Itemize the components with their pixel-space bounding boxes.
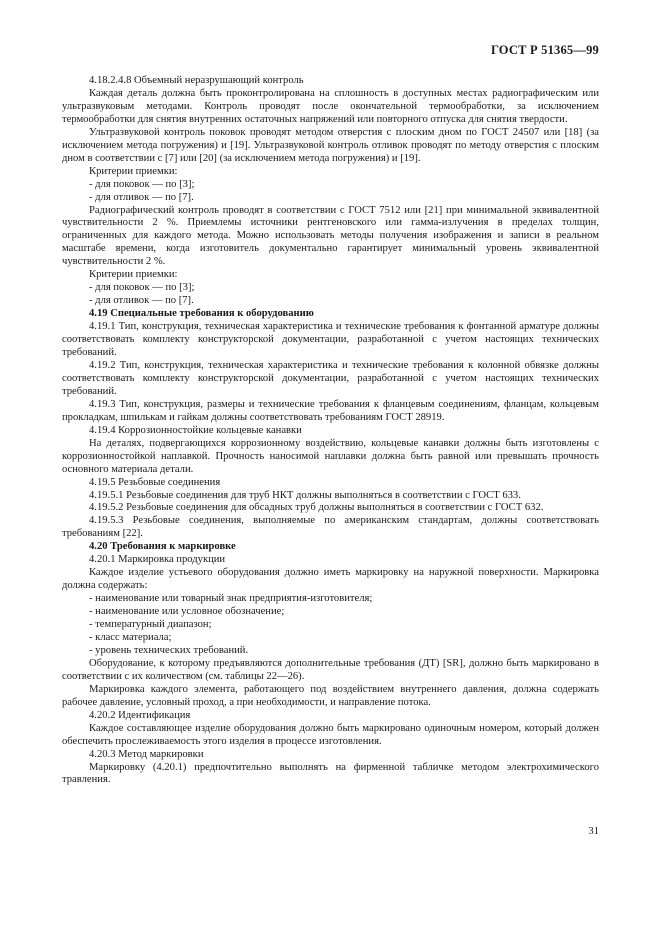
paragraph: Оборудование, к которому предъявляются дополнительные требования (ДТ) [SR], должно быть маркировано в соответствии с их количеством (см. таблицы 22—26). — [62, 657, 599, 682]
section-heading-4-19: 4.19 Специальные требования к оборудованию — [89, 308, 314, 320]
page-number: 31 — [588, 826, 599, 837]
section-heading-4-20: 4.20 Требования к маркировке — [89, 541, 236, 553]
subsection-heading: 4.20.1 Маркировка продукции — [89, 554, 226, 566]
subsection-heading: 4.20.2 Идентификация — [89, 709, 191, 721]
paragraph: Маркировка каждого элемента, работающего под воздействием внутреннего давления, должна содержать рабочее давление, условный проход, а при необходимости, и направление потока. — [62, 683, 599, 708]
paragraph: Каждое изделие устьевого оборудования должно иметь маркировку на наружной поверхности. Маркировка должна содержать: — [62, 567, 599, 592]
list-item: - уровень технических требований. — [89, 644, 249, 656]
list-item: - класс материала; — [89, 631, 172, 643]
paragraph: Критерии приемки: — [89, 165, 178, 177]
paragraph: 4.19.5.2 Резьбовые соединения для обсадных труб должны выполняться в соответствии с ГОСТ 632. — [89, 502, 544, 514]
paragraph: 4.19.5.1 Резьбовые соединения для труб НКТ должны выполняться в соответствии с ГОСТ 633. — [89, 489, 521, 501]
paragraph: На деталях, подвергающихся коррозионному воздействию, кольцевые канавки должны быть изготовлены с коррозионностойкой наплавкой. Прочность наносимой наплавки должна быть равной или превышать прочность основного материала детали. — [62, 437, 599, 475]
paragraph-4-18-2-4-8-heading: 4.18.2.4.8 Объемный неразрушающий контроль — [89, 75, 304, 86]
paragraph: 4.19.5.3 Резьбовые соединения, выполняемые по американским стандартам, должны соответствовать требованиям [22]. — [62, 515, 599, 540]
list-item: - наименование или условное обозначение; — [89, 606, 285, 618]
subsection-heading: 4.19.5 Резьбовые соединения — [89, 476, 221, 488]
list-item: - температурный диапазон; — [89, 619, 212, 631]
document-body — [62, 75, 599, 787]
list-item: - для поковок — по [3]; — [89, 282, 195, 294]
paragraph: Маркировку (4.20.1) предпочтительно выполнять на фирменной табличке методом электрохимического травления. — [62, 761, 599, 786]
paragraph: 4.19.2 Тип, конструкция, техническая характеристика и технические требования к колонной обвязке должны соответствовать комплекту конструкторской документации, разработанной с учетом настоящих технических требований. — [62, 359, 599, 397]
paragraph: 4.19.1 Тип, конструкция, техническая характеристика и технические требования к фонтанной арматуре должны соответствовать комплекту конструкторской документации, разработанной с учетом настоящих технических требований. — [62, 321, 599, 359]
document-header: ГОСТ Р 51365—99 — [490, 43, 599, 57]
paragraph: Ультразвуковой контроль поковок проводят методом отверстия с плоским дном по ГОСТ 24507 или [18] (за исключением метода погружения) и [19]. Ультразвуковой контроль отливок проводят по методу отверстия с плоским дном в соответствии с [7] или [20] (за исключением метода погружения) и [19]. — [62, 126, 599, 164]
list-item: - для отливок — по [7]. — [89, 191, 194, 203]
paragraph: 4.19.3 Тип, конструкция, размеры и технические требования к фланцевым соединениям, фланцам, кольцевым прокладкам, шпилькам и гайкам должны соответствовать требованиям ГОСТ 28919. — [62, 398, 599, 423]
list-item: - для поковок — по [3]; — [89, 178, 195, 190]
paragraph: Каждая деталь должна быть проконтролирована на сплошность в доступных местах радиографическим или ультразвуковым методами. Контроль проводят после окончательной термообработки, за исключением термообработки для снятия внутренних остаточных напряжений или повторного отпуска для снятия твердости. — [62, 87, 599, 125]
paragraph: Радиографический контроль проводят в соответствии с ГОСТ 7512 или [21] при минимальной эквивалентной чувствительности 2 %. Приемлемы источники рентгеновского или гамма-излучения в пределах толщин, ограниченных для каждого метода. Можно использовать методы получения изображения и записи в реальном масштабе времени, когда изготовитель документально гарантирует минимальный уровень эквивалентной чувствительности 2 %. — [62, 204, 599, 268]
list-item: - наименование или товарный знак предприятия-изготовителя; — [89, 593, 373, 605]
paragraph: Критерии приемки: — [89, 269, 178, 281]
subsection-heading: 4.19.4 Коррозионностойкие кольцевые канавки — [89, 424, 302, 436]
list-item: - для отливок — по [7]. — [89, 295, 194, 307]
paragraph: Каждое составляющее изделие оборудования должно быть маркировано одиночным номером, который должен обеспечить прослеживаемость этого изделия в процессе изготовления. — [62, 722, 599, 747]
subsection-heading: 4.20.3 Метод маркировки — [89, 748, 204, 760]
